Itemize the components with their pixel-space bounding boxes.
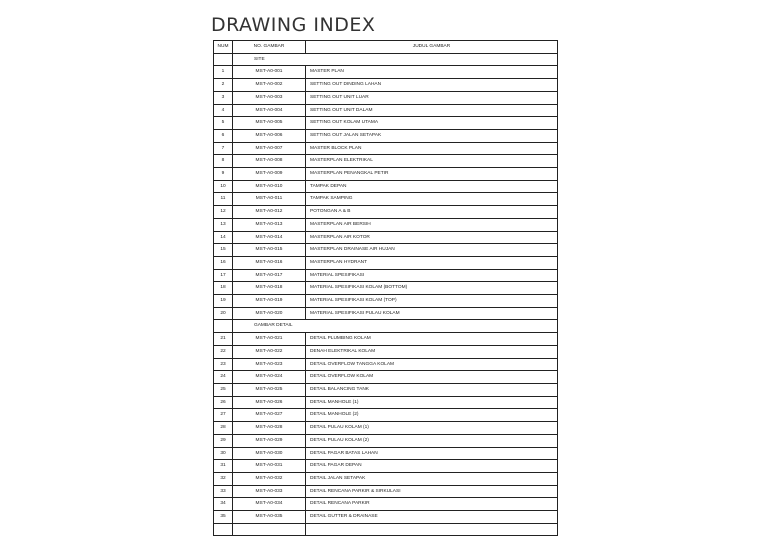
- row-title: MATERIAL SPESIFIKASI KOLAM (TOP): [306, 295, 558, 308]
- row-num: 4: [214, 104, 233, 117]
- row-num: 31: [214, 460, 233, 473]
- table-row: [214, 434, 558, 447]
- section-num-cell: [214, 320, 233, 333]
- row-code: MST-A0-028: [233, 422, 306, 435]
- row-code: MST-A0-001: [233, 66, 306, 79]
- table-row: [214, 447, 558, 460]
- row-title: MATERIAL SPESIFIKASI PULAU KOLAM: [306, 307, 558, 320]
- table-row: [214, 244, 558, 257]
- row-num: 13: [214, 218, 233, 231]
- row-code: MST-A0-009: [233, 168, 306, 181]
- row-code: MST-A0-003: [233, 91, 306, 104]
- row-code: MST-A0-031: [233, 460, 306, 473]
- table-body: [214, 53, 558, 536]
- row-num: 25: [214, 383, 233, 396]
- row-num: 7: [214, 142, 233, 155]
- row-title: DETAIL MANHOLE (1): [306, 396, 558, 409]
- table-row: [214, 460, 558, 473]
- row-title: MASTERPLAN HYDRANT: [306, 256, 558, 269]
- table-row: [214, 193, 558, 206]
- row-code: MST-A0-023: [233, 358, 306, 371]
- row-num: 10: [214, 180, 233, 193]
- row-code: MST-A0-027: [233, 409, 306, 422]
- row-title: DETAIL JALAN SETAPAK: [306, 472, 558, 485]
- row-num: 17: [214, 269, 233, 282]
- table-row: [214, 180, 558, 193]
- row-title: DETAIL BALANCING TANK: [306, 383, 558, 396]
- table-row: [214, 511, 558, 524]
- section-row: [214, 320, 558, 333]
- row-code: MST-A0-032: [233, 472, 306, 485]
- row-title: POTONGAN A & B: [306, 206, 558, 219]
- table-row: [214, 155, 558, 168]
- row-title: MATERIAL SPESIFIKASI: [306, 269, 558, 282]
- table-row: [214, 206, 558, 219]
- row-num: 1: [214, 66, 233, 79]
- table-row: [214, 295, 558, 308]
- table-row: [214, 117, 558, 130]
- row-title: TAMPAK SAMPING: [306, 193, 558, 206]
- table-row: [214, 307, 558, 320]
- table-row: [214, 396, 558, 409]
- row-num: 11: [214, 193, 233, 206]
- table-row: [214, 358, 558, 371]
- row-code: MST-A0-025: [233, 383, 306, 396]
- row-code: MST-A0-033: [233, 485, 306, 498]
- row-title: DETAIL PULAU KOLAM (2): [306, 434, 558, 447]
- row-title: MASTERPLAN DRAINASE AIR HUJAN: [306, 244, 558, 257]
- row-num: 5: [214, 117, 233, 130]
- row-title: DETAIL OVERFLOW KOLAM: [306, 371, 558, 384]
- table-row: [214, 104, 558, 117]
- row-title: DETAIL PAGAR BATAS LAHAN: [306, 447, 558, 460]
- row-num: 30: [214, 447, 233, 460]
- table-row: [214, 79, 558, 92]
- row-title: DETAIL PAGAR DEPAN: [306, 460, 558, 473]
- empty-cell: [214, 523, 233, 536]
- row-code: MST-A0-035: [233, 511, 306, 524]
- table-row: [214, 168, 558, 181]
- table-row: [214, 91, 558, 104]
- row-code: MST-A0-016: [233, 256, 306, 269]
- row-num: 28: [214, 422, 233, 435]
- section-num-cell: [214, 53, 233, 66]
- row-title: DETAIL GUTTER & DRAINASE: [306, 511, 558, 524]
- row-title: MASTERPLAN AIR BERSIH: [306, 218, 558, 231]
- table-row: [214, 66, 558, 79]
- row-title: SETTING OUT KOLAM UTAMA: [306, 117, 558, 130]
- row-title: SETTING OUT UNIT DALAM: [306, 104, 558, 117]
- row-title: DETAIL PULAU KOLAM (1): [306, 422, 558, 435]
- row-code: MST-A0-030: [233, 447, 306, 460]
- row-code: MST-A0-011: [233, 193, 306, 206]
- page-title: DRAWING INDEX: [211, 14, 376, 36]
- table-row: [214, 422, 558, 435]
- table-row: [214, 269, 558, 282]
- row-num: 27: [214, 409, 233, 422]
- row-title: MASTER PLAN: [306, 66, 558, 79]
- row-num: 32: [214, 472, 233, 485]
- row-code: MST-A0-004: [233, 104, 306, 117]
- header-name: JUDUL GAMBAR: [306, 41, 558, 54]
- row-num: 21: [214, 333, 233, 346]
- row-code: MST-A0-020: [233, 307, 306, 320]
- header-code: NO. GAMBAR: [233, 41, 306, 54]
- row-num: 29: [214, 434, 233, 447]
- row-title: DETAIL MANHOLE (2): [306, 409, 558, 422]
- drawing-index-table: [213, 40, 558, 536]
- row-title: DETAIL RENCANA PARKIR: [306, 498, 558, 511]
- row-num: 14: [214, 231, 233, 244]
- row-title: DETAIL OVERFLOW TANGGA KOLAM: [306, 358, 558, 371]
- row-num: 8: [214, 155, 233, 168]
- row-title: SETTING OUT UNIT LUAR: [306, 91, 558, 104]
- row-code: MST-A0-034: [233, 498, 306, 511]
- row-code: MST-A0-012: [233, 206, 306, 219]
- table-header-row: [214, 41, 558, 54]
- row-code: MST-A0-017: [233, 269, 306, 282]
- row-num: 9: [214, 168, 233, 181]
- row-code: MST-A0-019: [233, 295, 306, 308]
- row-title: MASTERPLAN AIR KOTOR: [306, 231, 558, 244]
- row-code: MST-A0-021: [233, 333, 306, 346]
- row-code: MST-A0-018: [233, 282, 306, 295]
- empty-row: [214, 523, 558, 536]
- row-code: MST-A0-005: [233, 117, 306, 130]
- section-label: SITE: [233, 53, 558, 66]
- row-num: 22: [214, 345, 233, 358]
- row-title: DENAH ELEKTRIKAL KOLAM: [306, 345, 558, 358]
- section-row: [214, 53, 558, 66]
- header-num: NUM: [214, 41, 233, 54]
- row-code: MST-A0-022: [233, 345, 306, 358]
- row-num: 2: [214, 79, 233, 92]
- row-num: 24: [214, 371, 233, 384]
- row-title: SETTING OUT JALAN SETAPAK: [306, 129, 558, 142]
- row-title: DETAIL PLUMBING KOLAM: [306, 333, 558, 346]
- row-num: 16: [214, 256, 233, 269]
- row-num: 26: [214, 396, 233, 409]
- row-num: 19: [214, 295, 233, 308]
- row-num: 33: [214, 485, 233, 498]
- row-code: MST-A0-007: [233, 142, 306, 155]
- row-title: MATERIAL SPESIFIKASI KOLAM (BOTTOM): [306, 282, 558, 295]
- table-row: [214, 282, 558, 295]
- empty-cell: [306, 523, 558, 536]
- table-row: [214, 409, 558, 422]
- row-code: MST-A0-010: [233, 180, 306, 193]
- table-row: [214, 218, 558, 231]
- row-title: MASTERPLAN PENANGKAL PETIR: [306, 168, 558, 181]
- row-num: 6: [214, 129, 233, 142]
- table-row: [214, 231, 558, 244]
- row-code: MST-A0-015: [233, 244, 306, 257]
- table-row: [214, 256, 558, 269]
- table-row: [214, 383, 558, 396]
- table-row: [214, 371, 558, 384]
- empty-cell: [233, 523, 306, 536]
- table-row: [214, 472, 558, 485]
- row-code: MST-A0-008: [233, 155, 306, 168]
- row-code: MST-A0-006: [233, 129, 306, 142]
- row-title: TAMPAK DEPAN: [306, 180, 558, 193]
- row-code: MST-A0-024: [233, 371, 306, 384]
- row-num: 3: [214, 91, 233, 104]
- table-row: [214, 142, 558, 155]
- row-num: 23: [214, 358, 233, 371]
- row-title: MASTER BLOCK PLAN: [306, 142, 558, 155]
- row-code: MST-A0-013: [233, 218, 306, 231]
- row-num: 15: [214, 244, 233, 257]
- row-num: 35: [214, 511, 233, 524]
- row-title: SETTING OUT DINDING LAHAN: [306, 79, 558, 92]
- section-label: GAMBAR DETAIL: [233, 320, 558, 333]
- row-num: 18: [214, 282, 233, 295]
- row-code: MST-A0-014: [233, 231, 306, 244]
- table-row: [214, 498, 558, 511]
- table-row: [214, 485, 558, 498]
- row-code: MST-A0-029: [233, 434, 306, 447]
- row-num: 34: [214, 498, 233, 511]
- table-row: [214, 129, 558, 142]
- row-num: 20: [214, 307, 233, 320]
- row-code: MST-A0-002: [233, 79, 306, 92]
- row-code: MST-A0-026: [233, 396, 306, 409]
- row-title: MASTERPLAN ELEKTRIKAL: [306, 155, 558, 168]
- table-row: [214, 333, 558, 346]
- table-row: [214, 345, 558, 358]
- row-num: 12: [214, 206, 233, 219]
- row-title: DETAIL RENCANA PARKIR & SIRKULASI: [306, 485, 558, 498]
